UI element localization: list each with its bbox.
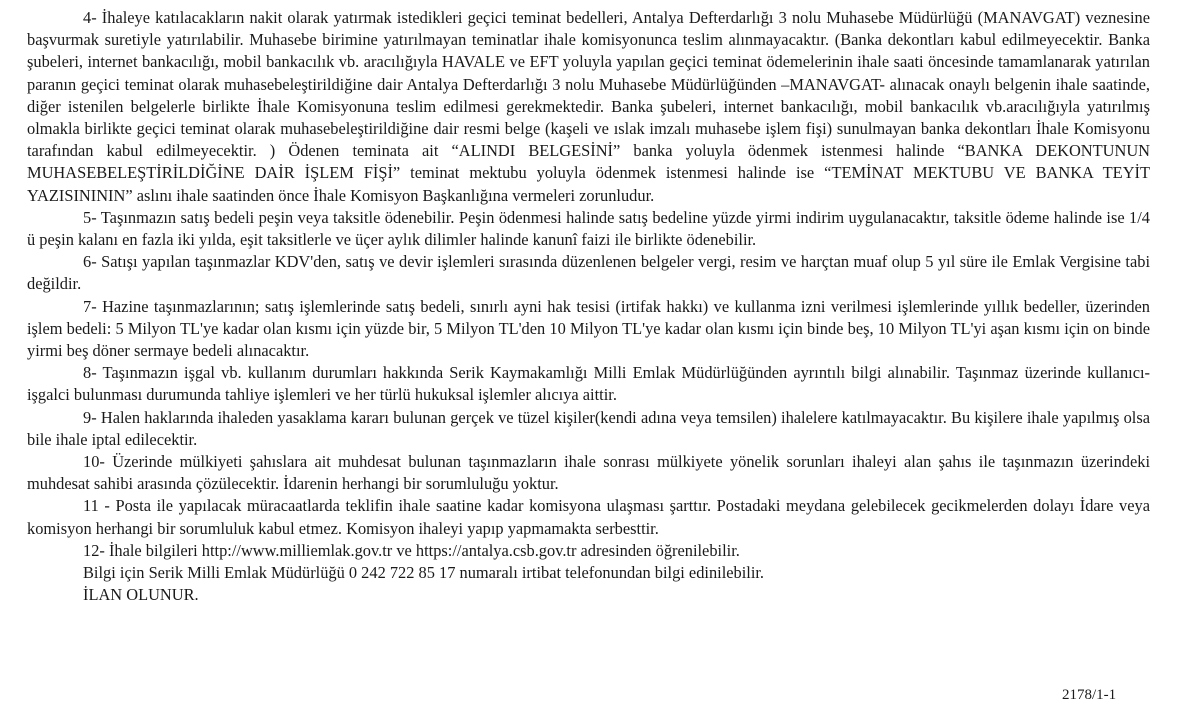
announcement-closing: İLAN OLUNUR. xyxy=(83,585,199,605)
reference-code: 2178/1-1 xyxy=(1062,687,1117,703)
paragraph-10-annexes: 10- Üzerinde mülkiyeti şahıslara ait muhdesat bulunan taşınmazların ihale sonrası mülkiyete yönelik sorunları ihaleyi alan şahıs ile taşınmazın üzerindeki muhdesat sahibi arasında çözülecektir. İdarenin herhangi bir sorumluluğu yoktur. xyxy=(27,452,1150,494)
paragraph-8-occupation-info: 8- Taşınmazın işgal vb. kullanım durumları hakkında Serik Kaymakamlığı Milli Emlak Müdürlüğünden ayrıntılı bilgi alınabilir. Taşınmaz üzerinde kullanıcı-işgalci bulunması durumunda tahliye işlemleri ve her türlü hukuksal işlemler alıcıya aittir. xyxy=(27,363,1150,405)
paragraph-11-postal-applications: 11 - Posta ile yapılacak müracaatlarda teklifin ihale saatine kadar komisyona ulaşması şarttır. Postadaki meydana gelebilecek gecikmelerden dolayı İdare veya komisyon herhangi bir sorumluluk kabul etmez. Komisyon ihaleyi yapıp yapmamakta serbesttir. xyxy=(27,496,1150,538)
paragraph-4-provisional-guarantee: 4- İhaleye katılacakların nakit olarak yatırmak istedikleri geçici teminat bedelleri, Antalya Defterdarlığı 3 nolu Muhasebe Müdürlüğü (MANAVGAT) veznesine başvurmak suretiyle yatırılabilir. Muhasebe birimine yatırılmayan teminatlar ihale komisyonunca teslim alınmayacaktır. (Banka dekontları kabul edilmeyecektir. Banka şubeleri, internet bankacılığı, mobil bankacılık vb. aracılığıyla HAVALE ve EFT yoluyla yapılan geçici teminat ödemelerinin ihale saati öncesinde tamamlanarak yatırılan paranın geçici teminat olarak muhasebeleştirildiğine dair Antalya Defterdarlığı 3 nolu Muhasebe Müdürlüğünden –MANAVGAT- alınacak onaylı belgenin ihale saatinde, diğer istenilen belgelerle birlikte İhale Komisyonuna teslim edilmesi gerekmektedir. Banka şubeleri, internet bankacılığı, mobil bankacılık vb.aracılığıyla yatırılmış olmakla birlikte geçici teminat olarak muhasebeleştirildiğine dair resmi belge (kaşeli ve ıslak imzalı muhasebe işlem fişi) sunulmayan banka dekontları İhale Komisyonu tarafından kabul edilmeyecektir. ) Ödenen teminata ait “ALINDI BELGESİNİ” banka yoluyla ödenmek istenmesi halinde “BANKA DEKONTUNUN MUHASEBELEŞTİRİLDİĞİNE DAİR İŞLEM FİŞİ” teminat mektubu yoluyla ödenmek istenmesi halinde ise “TEMİNAT MEKTUBU VE BANKA TEYİT YAZISINININ” aslını ihale saatinden önce İhale Komisyon Başkanlığına vermeleri zorunludur. xyxy=(27,8,1150,205)
announcement-document xyxy=(27,7,1150,606)
paragraph-5-payment-terms: 5- Taşınmazın satış bedeli peşin veya taksitle ödenebilir. Peşin ödenmesi halinde satış bedeline yüzde yirmi indirim uygulanacaktır, taksitle ödeme halinde ise 1/4 ü peşin kalanı en fazla iki yılda, eşit taksitlerle ve üçer aylık dilimler halinde kanunî faizi ile birlikte ödenebilir. xyxy=(27,207,1150,250)
paragraph-7-revolving-fund-fee: 7- Hazine taşınmazlarının; satış işlemlerinde satış bedeli, sınırlı ayni hak tesisi (irtifak hakkı) ve kullanma izni verilmesi işlemlerinde yıllık bedeller, üzerinden işlem bedeli: 5 Milyon TL'ye kadar olan kısmı için yüzde bir, 5 Milyon TL'den 10 Milyon TL'ye kadar olan kısmı için binde beş, 10 Milyon TL'yi aşan kısmı için on binde yirmi beş döner sermaye bedeli alınacaktır. xyxy=(27,296,1150,361)
contact-phone-line: Bilgi için Serik Milli Emlak Müdürlüğü 0 242 722 85 17 numaralı irtibat telefonundan bilgi edinilebilir. xyxy=(83,563,765,583)
paragraph-12-tender-info-links: 12- İhale bilgileri http://www.milliemlak.gov.tr ve https://antalya.csb.gov.tr adresinden öğrenilebilir. xyxy=(83,540,740,560)
paragraph-9-banned-bidders: 9- Halen haklarında ihaleden yasaklama kararı bulunan gerçek ve tüzel kişiler(kendi adına veya temsilen) ihalelere katılmayacaktır. Bu kişilere ihale yapılmış olsa bile ihale iptal edilecektir. xyxy=(27,407,1150,449)
paragraph-6-tax-exemption: 6- Satışı yapılan taşınmazlar KDV'den, satış ve devir işlemleri sırasında düzenlenen belgeler vergi, resim ve harçtan muaf olup 5 yıl süre ile Emlak Vergisine tabi değildir. xyxy=(27,252,1150,294)
